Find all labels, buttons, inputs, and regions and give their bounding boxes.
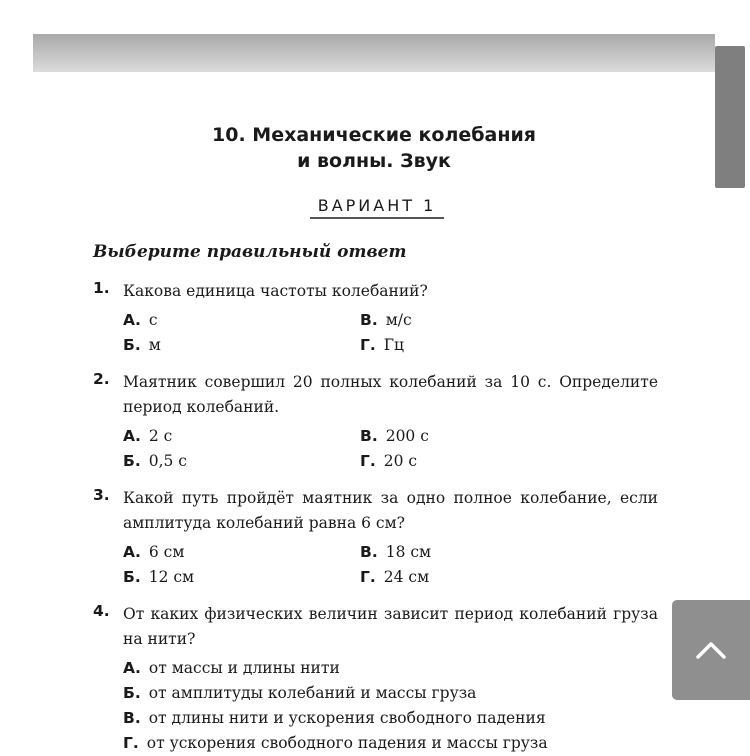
option-v: В. от длины нити и ускорения свободного падения bbox=[123, 709, 546, 727]
document-page bbox=[33, 72, 715, 750]
option-g: Г. Гц bbox=[360, 336, 404, 354]
option-b: Б. от амплитуды колебаний и массы груза bbox=[123, 684, 477, 702]
question-number: 4. bbox=[93, 602, 110, 620]
question-text: Какой путь пройдёт маятник за одно полное колебание, если амплитуда колебаний равна 6 см? bbox=[123, 489, 658, 532]
previous-page-bottom bbox=[33, 0, 715, 34]
question-4 bbox=[93, 602, 658, 756]
option-a: А. 2 с bbox=[123, 427, 173, 445]
title-line-2: и волны. Звук bbox=[297, 150, 451, 172]
option-a: А. от массы и длины нити bbox=[123, 659, 340, 677]
chevron-up-icon bbox=[694, 639, 728, 661]
answer-options bbox=[123, 308, 658, 358]
option-v: В. 18 см bbox=[360, 543, 432, 561]
option-b: Б. 0,5 с bbox=[123, 452, 187, 470]
question-number: 2. bbox=[93, 370, 110, 388]
option-b: Б. 12 см bbox=[123, 568, 195, 586]
answer-options bbox=[123, 656, 658, 756]
title-line-1: 10. Механические колебания bbox=[212, 124, 536, 146]
answer-options bbox=[123, 424, 658, 474]
option-g: Г. 20 с bbox=[360, 452, 418, 470]
question-1 bbox=[93, 279, 658, 358]
option-a: А. с bbox=[123, 311, 158, 329]
question-3 bbox=[93, 486, 658, 590]
variant-label: ВАРИАНТ 1 bbox=[310, 196, 444, 219]
option-g: Г. 24 см bbox=[360, 568, 430, 586]
page-title bbox=[33, 122, 715, 174]
answer-options bbox=[123, 540, 658, 590]
scroll-to-top-button[interactable] bbox=[672, 600, 750, 700]
option-b: Б. м bbox=[123, 336, 161, 354]
question-2 bbox=[93, 370, 658, 474]
instruction-heading: Выберите правильный ответ bbox=[93, 242, 407, 262]
question-text: Какова единица частоты колебаний? bbox=[123, 282, 428, 300]
question-text: От каких физических величин зависит период колебаний груза на нити? bbox=[123, 605, 658, 648]
option-a: А. 6 см bbox=[123, 543, 185, 561]
question-number: 1. bbox=[93, 279, 110, 297]
scrollbar-thumb[interactable] bbox=[715, 46, 745, 188]
option-v: В. м/с bbox=[360, 311, 412, 329]
question-number: 3. bbox=[93, 486, 110, 504]
option-g: Г. от ускорения свободного падения и массы груза bbox=[123, 734, 548, 752]
question-text: Маятник совершил 20 полных колебаний за 10 с. Определите период колебаний. bbox=[123, 373, 658, 416]
option-v: В. 200 с bbox=[360, 427, 429, 445]
page-gap bbox=[33, 34, 715, 72]
